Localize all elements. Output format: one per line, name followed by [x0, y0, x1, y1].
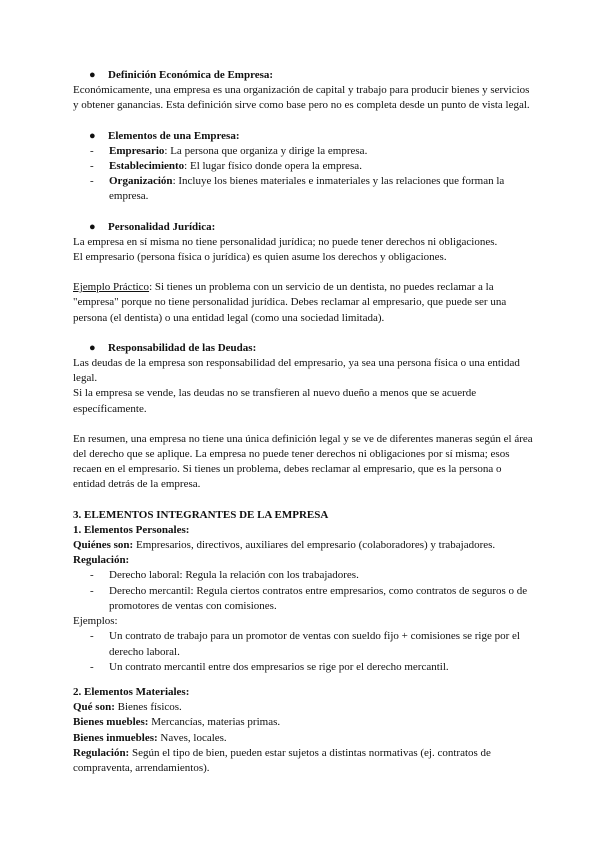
term-desc: : La persona que organiza y dirige la empresa. [164, 144, 368, 157]
list-item-text: Derecho laboral: Regula la relación con los trabajadores. [109, 569, 359, 582]
chapter-title: 3. ELEMENTOS INTEGRANTES DE LA EMPRESA [73, 508, 329, 521]
bullet-icon: ● [89, 69, 96, 81]
immovables-text: Naves, locales. [157, 731, 227, 744]
who-label: Quiénes son: [73, 539, 134, 552]
immovables-label: Bienes inmuebles: [73, 731, 158, 744]
example-text: : Si tienes un problema con un servicio de un dentista, no puedes reclamar a la "empresa" porque no tiene personalidad jurídica. Debes reclamar al empresario, que puede ser una persona (el dentista) o una entidad legal (como una sociedad limitada). [73, 281, 507, 324]
term: Establecimiento [109, 160, 185, 173]
examples-label: Ejemplos: [73, 615, 118, 628]
example-label: Ejemplo Práctico [73, 281, 150, 294]
immovables-line [73, 731, 533, 746]
regulation-label [73, 553, 533, 568]
movables-line [73, 715, 533, 730]
list-item-text: Derecho mercantil: Regula ciertos contratos entre empresarios, como contratos de seguros o de promotores de ventas con comisiones. [109, 584, 528, 612]
paragraph-line: El empresario (persona física o jurídica) es quien asume los derechos y obligaciones. [73, 251, 447, 264]
who-line [73, 538, 533, 553]
subsection-title: 1. Elementos Personales: [73, 523, 190, 536]
list-item-text: Un contrato mercantil entre dos empresarios se rige por el derecho mercantil. [109, 660, 449, 673]
list-item: - Un contrato mercantil entre dos empresarios se rige por el derecho mercantil. [73, 660, 533, 675]
regulation-line [73, 746, 533, 776]
regulation2-text: Según el tipo de bien, pueden estar sujetos a distintas normativas (ej. contratos de compraventa, arrendamientos). [73, 746, 491, 774]
example-paragraph [73, 280, 533, 326]
subsection-title: 2. Elementos Materiales: [73, 685, 190, 698]
section-heading-definicion [73, 68, 533, 83]
bullet-icon: ● [89, 220, 96, 233]
term: Empresario [109, 144, 165, 157]
what-text: Bienes físicos. [114, 701, 182, 714]
paragraph-line: Las deudas de la empresa son responsabilidad del empresario, ya sea una persona física o una entidad legal. [73, 357, 520, 385]
list-item-text: Un contrato de trabajo para un promotor de ventas con sueldo fijo + comisiones se rige por el derecho laboral. [109, 630, 520, 658]
paragraph-definicion: Económicamente, una empresa es una organización de capital y trabajo para producir bienes y servicios y obtener ganancias. Esta definición sirve como base pero no es completa desde un punto de vista legal. [73, 84, 530, 112]
heading-text: Personalidad Jurídica: [108, 220, 216, 233]
section-heading-personalidad [73, 220, 533, 235]
term: Organización [109, 175, 173, 188]
movables-text: Mercancías, materias primas. [148, 716, 281, 729]
list-item: - Un contrato de trabajo para un promotor de ventas con sueldo fijo + comisiones se rige por el derecho laboral. [73, 629, 533, 659]
paragraph-line: Si la empresa se vende, las deudas no se transfieren al nuevo dueño a menos que se acuerde específicamente. [73, 387, 477, 415]
what-line [73, 700, 533, 715]
bullet-icon: ● [89, 341, 96, 354]
section-heading-elementos [73, 129, 533, 144]
list-item: - Empresario: La persona que organiza y dirige la empresa. [90, 144, 368, 157]
bullet-icon: ● [89, 129, 96, 142]
document-page [73, 68, 533, 776]
heading-text: Responsabilidad de las Deudas: [108, 341, 257, 354]
list-item: - Derecho laboral: Regula la relación con los trabajadores. [73, 568, 533, 583]
movables-label: Bienes muebles: [73, 716, 149, 729]
term-desc: : Incluye los bienes materiales e inmateriales y las relaciones que forman la empresa. [109, 175, 505, 203]
summary-paragraph: En resumen, una empresa no tiene una única definición legal y se ve de diferentes maneras según el área del derecho que se aplique. La empresa no puede tener derechos ni obligaciones por sí misma; esos recaen en el empresario. Si tienes un problema, debes reclamar al empresario, que es la persona o entidad detrás de la empresa. [73, 432, 533, 491]
section-heading-deudas [73, 341, 533, 356]
what-label: Qué son: [73, 701, 115, 714]
regulation2-label: Regulación: [73, 746, 130, 759]
regulation-label-text: Regulación: [73, 554, 130, 567]
who-text: Empresarios, directivos, auxiliares del empresario (colaboradores) y trabajadores. [133, 539, 496, 552]
heading-text: Elementos de una Empresa: [108, 129, 240, 142]
paragraph-line: La empresa en sí misma no tiene personalidad jurídica; no puede tener derechos ni obligaciones. [73, 235, 498, 248]
term-desc: : El lugar físico donde opera la empresa. [184, 160, 362, 173]
list-item: - Derecho mercantil: Regula ciertos contratos entre empresarios, como contratos de seguros o de promotores de ventas con comisiones. [73, 584, 533, 614]
list-item: - Establecimiento: El lugar físico donde opera la empresa. [90, 160, 362, 173]
heading-text: Definición Económica de Empresa: [108, 69, 274, 81]
list-item: - Organización: Incluye los bienes materiales e inmateriales y las relaciones que forman la empresa. [90, 175, 505, 203]
